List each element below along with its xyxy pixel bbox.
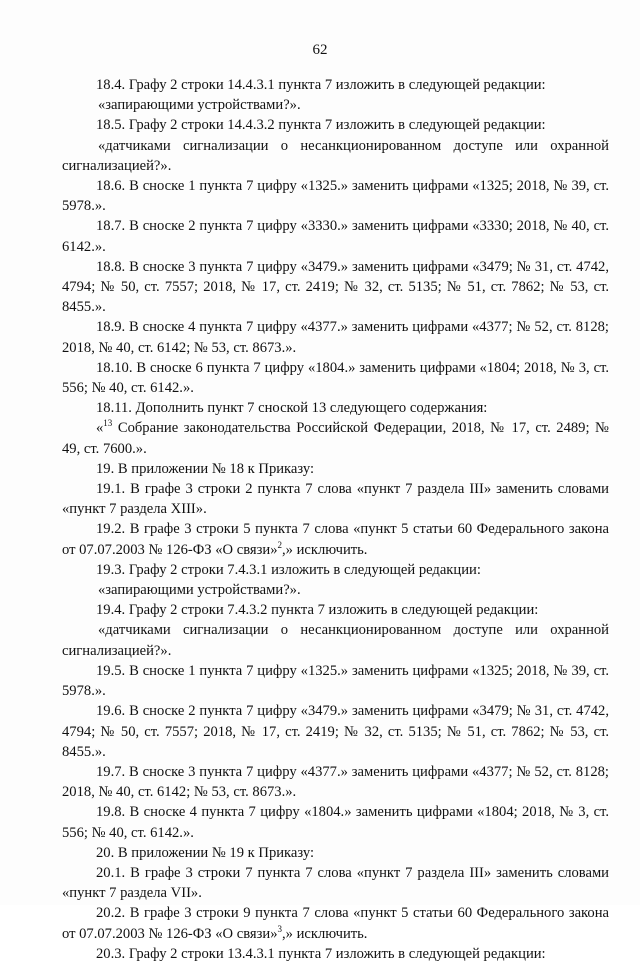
paragraph	[62, 903, 609, 943]
paragraph: 19. В приложении № 18 к Приказу:	[96, 460, 315, 477]
paragraph: 20.3. Графу 2 строки 13.4.3.1 пункта 7 изложить в следующей редакции:	[96, 945, 546, 962]
quoted-paragraph: «запирающими устройствами?».	[98, 97, 301, 114]
quoted-paragraph: «датчиками сигнализации о несанкционированном доступе или охранной сигнализацией?».	[62, 622, 609, 659]
paragraph: 19.7. В сноске 3 пункта 7 цифру «4377.» заменить цифрами «4377; № 52, ст. 8128; 2018, № 40, ст. 6142; № 53, ст. 8673.».	[62, 763, 609, 801]
paragraph	[62, 418, 609, 458]
paragraph-text: ,» исключить.	[282, 925, 368, 942]
paragraph	[62, 519, 609, 559]
paragraph-text: «	[96, 420, 104, 437]
paragraph: 19.4. Графу 2 строки 7.4.3.2 пункта 7 изложить в следующей редакции:	[96, 602, 539, 619]
paragraph: 19.6. В сноске 2 пункта 7 цифру «3479.» заменить цифрами «3479; № 31, ст. 4742, 4794; № 50, ст. 7557; 2018, № 17, ст. 2419; № 32, ст. 5135; № 51, ст. 7862; № 53, ст. 8455.».	[62, 703, 609, 760]
paragraph: 20.1. В графе 3 строки 7 пункта 7 слова «пункт 7 раздела III» заменить словами «пункт 7 раздела VII».	[62, 864, 609, 902]
paragraph-text: ,» исключить.	[282, 541, 368, 558]
footnote-marker: 2	[277, 539, 283, 550]
paragraph: 18.7. В сноске 2 пункта 7 цифру «3330.» заменить цифрами «3330; 2018, № 40, ст. 6142.».	[62, 218, 609, 255]
paragraph: 18.6. В сноске 1 пункта 7 цифру «1325.» заменить цифрами «1325; 2018, № 39, ст. 5978.».	[62, 178, 609, 215]
paragraph: 19.8. В сноске 4 пункта 7 цифру «1804.» заменить цифрами «1804; 2018, № 3, ст. 556; № 40, ст. 6142.».	[62, 804, 609, 841]
paragraph-text: 19.2. В графе 3 строки 5 пункта 7 слова «пункт 5 статьи 60 Федерального закона от 07.07.2003 № 126-ФЗ «О связи»	[62, 521, 609, 558]
paragraph: 19.1. В графе 3 строки 2 пункта 7 слова «пункт 7 раздела III» заменить словами «пункт 7 раздела XIII».	[62, 481, 609, 518]
paragraph: 19.5. В сноске 1 пункта 7 цифру «1325.» заменить цифрами «1325; 2018, № 39, ст. 5978.».	[62, 662, 609, 700]
paragraph: 20. В приложении № 19 к Приказу:	[96, 844, 315, 861]
quoted-paragraph: «запирающими устройствами?».	[98, 582, 301, 599]
paragraph: 18.9. В сноске 4 пункта 7 цифру «4377.» заменить цифрами «4377; № 52, ст. 8128; 2018, № 40, ст. 6142; № 53, ст. 8673.».	[62, 319, 609, 356]
page-number: 62	[312, 42, 328, 58]
paragraph-text: 20.2. В графе 3 строки 9 пункта 7 слова «пункт 5 статьи 60 Федерального закона от 07.07.2003 № 126-ФЗ «О связи»	[62, 905, 609, 942]
quoted-paragraph: «датчиками сигнализации о несанкционированном доступе или охранной сигнализацией?».	[62, 137, 609, 174]
paragraph: 19.3. Графу 2 строки 7.4.3.1 изложить в следующей редакции:	[96, 561, 481, 578]
document-body	[62, 75, 609, 964]
paragraph-text: Собрание законодательства Российской Федерации, 2018, № 17, ст. 2489; № 49, ст. 7600.».	[62, 420, 609, 457]
footnote-marker: 13	[103, 418, 113, 429]
paragraph: 18.4. Графу 2 строки 14.4.3.1 пункта 7 изложить в следующей редакции:	[96, 77, 546, 93]
paragraph: 18.10. В сноске 6 пункта 7 цифру «1804.» заменить цифрами «1804; 2018, № 3, ст. 556; № 40, ст. 6142.».	[62, 359, 609, 397]
paragraph: 18.5. Графу 2 строки 14.4.3.2 пункта 7 изложить в следующей редакции:	[96, 117, 546, 134]
footnote-marker: 3	[277, 923, 283, 934]
paragraph: 18.8. В сноске 3 пункта 7 цифру «3479.» заменить цифрами «3479; № 31, ст. 4742, 4794; № 50, ст. 7557; 2018, № 17, ст. 2419; № 32, ст. 5135; № 51, ст. 7862; № 53, ст. 8455.».	[62, 258, 609, 316]
paragraph: 18.11. Дополнить пункт 7 сноской 13 следующего содержания:	[96, 400, 488, 417]
